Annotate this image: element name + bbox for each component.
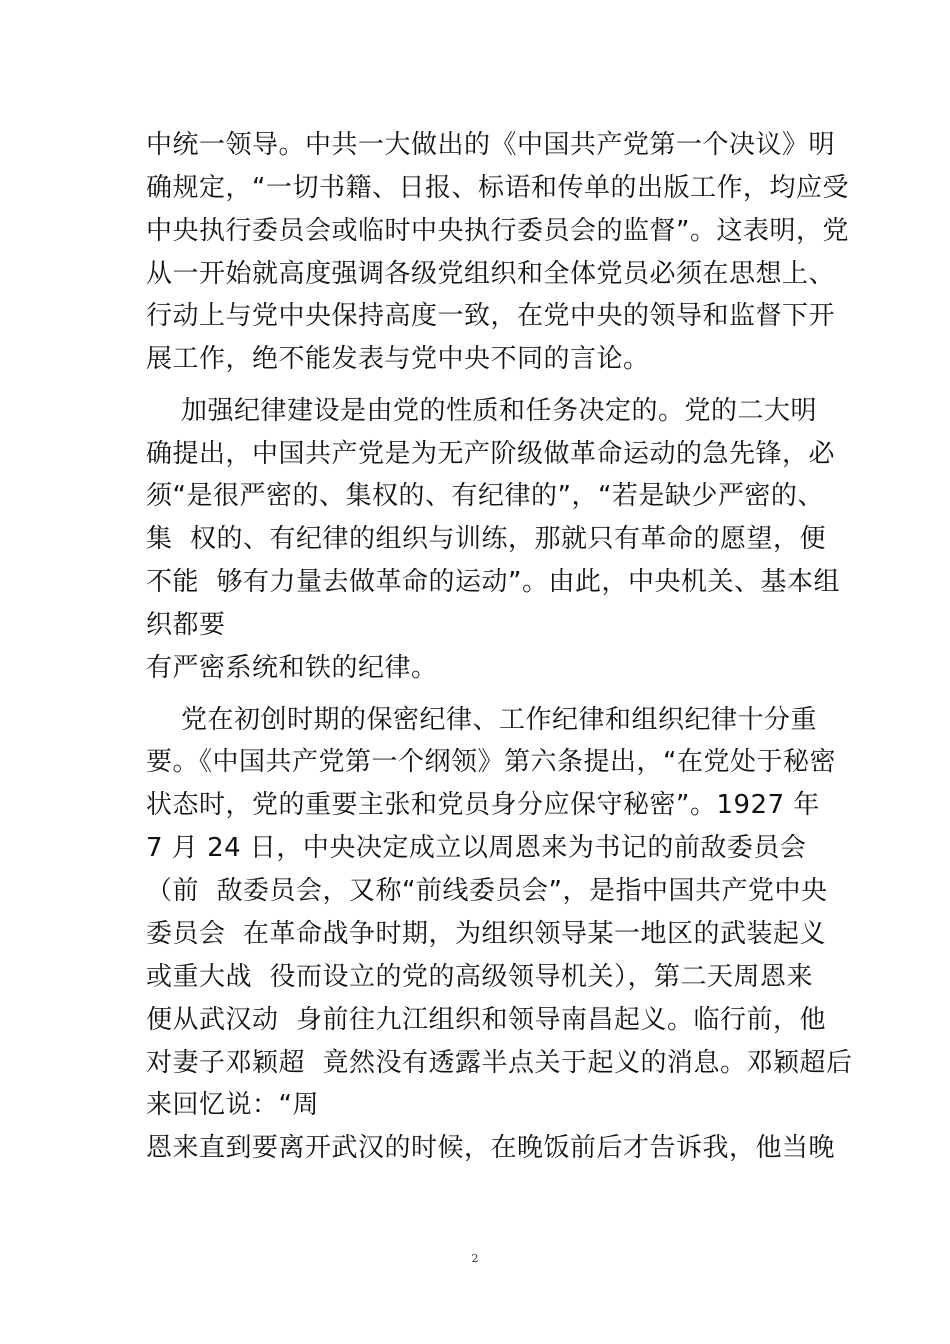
- page-number: 2: [471, 1252, 479, 1265]
- text-line: 恩来直到要离开武汉的时候，在晚饭前后才告诉我，他当晚: [146, 1133, 836, 1163]
- text-line: 从一开始就高度强调各级党组织和全体党员必须在思想上、: [146, 259, 836, 289]
- text-line: 7 月 24 日，中央决定成立以周恩来为书记的前敌委员会: [146, 833, 807, 863]
- text-line: 来回忆说：“周: [146, 1090, 319, 1120]
- text-line: 不能 够有力量去做革命的运动”。由此，中央机关、基本组: [146, 567, 840, 597]
- text-line: 确规定，“一切书籍、日报、标语和传单的出版工作，均应受: [146, 173, 849, 203]
- text-line: 或重大战 役而设立的党的高级领导机关），第二天周恩来: [146, 962, 814, 992]
- text-line: 委员会 在革命战争时期，为组织领导某一地区的武装起义: [146, 919, 827, 949]
- text-line: 对妻子邓颖超 竟然没有透露半点关于起义的消息。邓颖超后: [146, 1048, 853, 1078]
- text-line: 党在初创时期的保密纪律、工作纪律和组织纪律十分重: [146, 705, 818, 735]
- text-line: 织都要: [146, 610, 226, 640]
- text-line: 确提出，中国共产党是为无产阶级做革命运动的急先锋，必: [146, 439, 836, 469]
- text-line: 有严密系统和铁的纪律。: [146, 653, 438, 683]
- text-line: 加强纪律建设是由党的性质和任务决定的。党的二大明: [146, 396, 818, 426]
- text-line: （前 敌委员会，又称“前线委员会”，是指中国共产党中央: [146, 876, 828, 906]
- text-line: 行动上与党中央保持高度一致，在党中央的领导和监督下开: [146, 301, 836, 331]
- text-line: 集 权的、有纪律的组织与训练，那就只有革命的愿望，便: [146, 524, 827, 554]
- text-line: 中央执行委员会或临时中央执行委员会的监督”。这表明，党: [146, 216, 849, 246]
- text-line: 便从武汉动 身前往九江组织和领导南昌起义。临行前，他: [146, 1005, 827, 1035]
- text-line: 展工作，绝不能发表与党中央不同的言论。: [146, 344, 650, 374]
- text-line: 要。《中国共产党第一个纲领》第六条提出，“在党处于秘密: [146, 747, 836, 777]
- text-line: 状态时，党的重要主张和党员身分应保守秘密”。1927 年: [146, 790, 820, 820]
- text-line: 须“是很严密的、集权的、有纪律的”，“若是缺少严密的、: [146, 481, 824, 511]
- text-line: 中统一领导。中共一大做出的《中国共产党第一个决议》明: [146, 130, 836, 160]
